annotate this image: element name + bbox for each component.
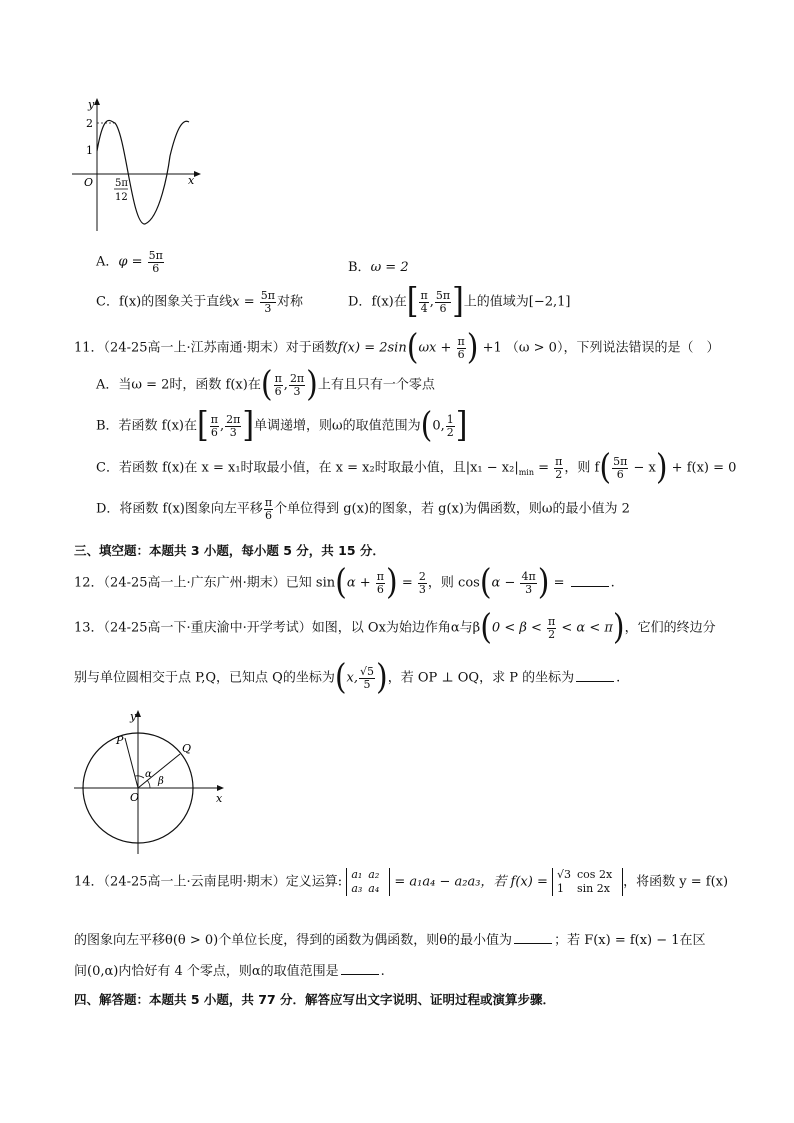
q13-line1: 13．（24-25高一下·重庆渝中·开学考试）如图，以 Ox为始边作角α与β(0 < β < $\frac{\pi}{2}$ < α < π)，它们的终边分 <box>74 607 716 648</box>
q10-option-c: C．f(x)的图象关于直线x = $\frac{5\pi}{3}$ 对称 <box>96 289 303 315</box>
circle-x-label: x <box>216 792 223 805</box>
q14-answer-blank-2[interactable] <box>341 962 379 975</box>
q13-answer-blank[interactable] <box>576 669 614 682</box>
q11-stem: 11．（24-25高一上·江苏南通·期末）对于函数f(x) = 2sin(ωx + $\frac{\pi}{6}$ ) +1 （ω > 0），下列说法错误的是（ ） <box>74 327 720 368</box>
q11-option-d: D．将函数 f(x)图象向左平移 $\frac{\pi}{6}$ 个单位得到 g(x)的图象，若 g(x)为偶函数，则ω的最小值为 2 <box>96 496 630 522</box>
q11-option-b: B．若函数 f(x)在[ $\frac{\pi}{6}$ , $\frac{2\pi}{3}$ ]单调递增，则ω的取值范围为(0, $\frac{1}{2}$ ] <box>96 405 468 446</box>
q11-option-a: A．当ω = 2时，函数 f(x)在( $\frac{\pi}{6}$ , $\frac{2\pi}{3}$ )上有且只有一个零点 <box>96 364 435 405</box>
q12-answer-blank[interactable] <box>571 574 609 587</box>
q11-option-c: C．若函数 f(x)在 x = x₁时取最小值，在 x = x₂时取最小值，且$|x_1 - x_2|_{min}$ = $\frac{\pi}{2}$ ，则 f( $\frac{5\pi}{6}$ − x) + f(x) = 0 <box>96 447 737 488</box>
q12: 12．（24-25高一上·广东广州·期末）已知 sin(α + $\frac{\pi}{6}$ ) = $\frac{2}{3}$ ，则 cos(α − $\frac{4\pi}{3}$ ) = . <box>74 562 615 603</box>
q10-option-d: D．f(x)在[ $\frac{\pi}{4}$ , $\frac{5\pi}{6}$ ]上的值域为[−2,1] <box>348 281 571 322</box>
sine-graph <box>70 96 210 236</box>
determinant-def: a₁ a₂ a₃ a₄ <box>346 868 390 896</box>
q14-answer-blank-1[interactable] <box>514 931 552 944</box>
q14-line3: 间(0,α)内恰好有 4 个零点，则α的取值范围是 . <box>74 964 385 979</box>
q13-line2: 别与单位圆相交于点 P,Q，已知点 Q的坐标为(x, $\frac{√5}{5}$ )，若 OP ⊥ OQ，求 P 的坐标为 . <box>74 657 621 698</box>
point-p-label: P <box>116 734 124 747</box>
circle-y-label: y <box>130 710 137 723</box>
section-4-heading: 四、解答题：本题共 5 小题，共 77 分．解答应写出文字说明、证明过程或演算步骤． <box>74 992 556 1007</box>
section-3-heading: 三、填空题：本题共 3 小题，每小题 5 分，共 15 分． <box>74 543 385 558</box>
tick-x-num: 5π <box>115 178 128 189</box>
y-axis-label: y <box>88 98 95 111</box>
q10-option-b: B．ω = 2 <box>348 260 409 275</box>
point-q-label: Q <box>182 742 192 755</box>
q14-line2: 的图象向左平移θ(θ > 0)个单位长度，得到的函数为偶函数，则θ的最小值为 ；若 F(x) = f(x) − 1在区 <box>74 933 706 948</box>
tick-y-2: 2 <box>86 117 93 130</box>
x-axis-label: x <box>188 174 195 187</box>
q14-line1: 14．（24-25高一上·云南昆明·期末）定义运算: a₁ a₂ a₃ a₄ = a₁a₄ − a₂a₃，若 f(x) = √3 cos 2x 1 sin 2x ，将函数 y = f(x) <box>74 868 729 895</box>
determinant-fx: √3 cos 2x 1 sin 2x <box>552 868 623 896</box>
q10-option-a: A．φ = $\frac{5\pi}{6}$ <box>96 249 163 275</box>
angle-beta-label: β <box>158 776 164 787</box>
unit-circle-graph <box>70 706 230 856</box>
circle-origin-label: O <box>130 791 140 804</box>
origin-label: O <box>84 176 94 189</box>
tick-x-den: 12 <box>115 192 128 203</box>
angle-alpha-label: α <box>145 769 152 780</box>
tick-y-1: 1 <box>86 144 93 157</box>
